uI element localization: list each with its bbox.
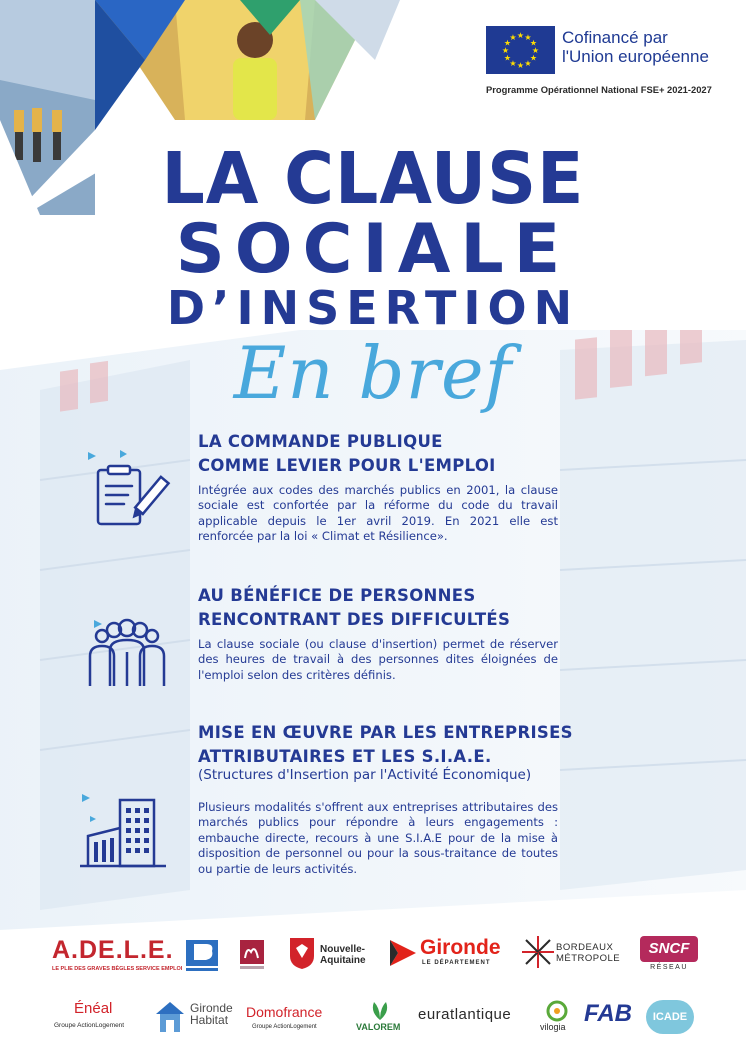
programme-label: Programme Opérationnel National FSE+ 2021-2027 <box>486 84 712 95</box>
sncf-subtitle: RÉSEAU <box>650 964 688 971</box>
svg-text:★: ★ <box>509 59 517 68</box>
section-1-title-line-2: COMME LEVIER POUR L'EMPLOI <box>198 456 496 475</box>
svg-text:★: ★ <box>509 33 517 42</box>
section-2-title-line-1: AU BÉNÉFICE DE PERSONNES <box>198 586 476 605</box>
svg-text:★: ★ <box>529 38 538 48</box>
begles-logo-icon <box>184 938 222 974</box>
people-group-icon <box>80 612 175 697</box>
eneal-logo <box>54 1000 124 1029</box>
svg-text:★: ★ <box>529 53 538 63</box>
merignac-logo-icon <box>238 938 266 972</box>
section-2-title-line-2: RENCONTRANT DES DIFFICULTÉS <box>198 610 511 629</box>
adele-name: A.DE.L.E. <box>52 936 174 964</box>
fab-logo: FAB <box>584 1000 632 1027</box>
section-2-body: La clause sociale (ou clause d'insertion) permet de réserver des heures de travail à des personnes dites éloignées de l'emploi selon des critères définis. <box>198 637 558 682</box>
svg-text:★: ★ <box>503 38 512 48</box>
eu-flag-icon <box>486 26 555 74</box>
svg-text:★: ★ <box>503 53 512 63</box>
valorem-name: VALOREM <box>356 1022 401 1032</box>
domofrance-name: Domofrance <box>246 1004 323 1020</box>
house-icon <box>154 1000 186 1034</box>
adele-subtitle: LE PLIE DES GRAVES BÈGLES SERVICE EMPLOI <box>52 966 183 972</box>
eu-cofunding-text <box>562 28 709 66</box>
domofrance-logo <box>246 1004 322 1030</box>
icade-logo <box>646 1000 694 1034</box>
svg-text:★: ★ <box>516 31 525 40</box>
section-3-title-line-1: MISE EN ŒUVRE PAR LES ENTREPRISES <box>198 723 573 742</box>
eneal-name: Énéal <box>74 1000 113 1017</box>
region-name-1: Nouvelle- <box>320 944 366 955</box>
section-3-title-line-2: ATTRIBUTAIRES ET LES S.I.A.E. <box>198 747 492 766</box>
bordeaux-name-2: MÉTROPOLE <box>556 953 621 964</box>
sncf-reseau-logo <box>640 936 698 976</box>
sncf-name: SNCF <box>640 936 698 962</box>
gironde-subtitle: LE DÉPARTEMENT <box>422 960 491 966</box>
svg-text:★: ★ <box>524 33 532 42</box>
subtitle-en-bref: En bref <box>233 331 513 415</box>
euratlantique-logo: euratlantique <box>418 1006 512 1023</box>
firework-icon <box>520 934 556 970</box>
eu-line-1: Cofinancé par <box>562 28 668 47</box>
gironde-habitat-name-1: Gironde <box>190 1001 233 1015</box>
section-1-body: Intégrée aux codes des marchés publics en 2001, la clause sociale est confortée par la réforme du code du travail applicable depuis le 1er avril 2019. En 2021 elle est renforcée par la loi « Climat et Résilience». <box>198 483 558 544</box>
document-pen-icon <box>80 440 175 540</box>
section-1-title-line-1: LA COMMANDE PUBLIQUE <box>198 432 443 451</box>
title-line-2: SOCIALE <box>175 210 571 289</box>
gironde-name: Gironde <box>420 936 501 959</box>
title-line-3: D’INSERTION <box>166 281 580 335</box>
region-shield-icon <box>288 936 316 970</box>
svg-text:★: ★ <box>531 46 540 55</box>
bordeaux-name-1: BORDEAUX <box>556 942 614 953</box>
svg-text:★: ★ <box>516 61 525 70</box>
gironde-habitat-name-2: Habitat <box>190 1013 229 1027</box>
gironde-arrow-icon <box>388 938 418 968</box>
svg-text:★: ★ <box>501 46 510 55</box>
title-line-1: LA CLAUSE <box>161 138 585 221</box>
icade-name: ICADE <box>646 1000 694 1034</box>
adele-logo <box>52 936 182 972</box>
svg-text:★: ★ <box>524 59 532 68</box>
section-3-body: Plusieurs modalités s'offrent aux entreprises attributaires des marchés publics pour répondre à leurs engagements : embauche directe, recours à une S.I.A.E pour de la mise à disposition de personnel ou pour la sous-traitance de toutes ou partie de leurs activités. <box>198 800 558 876</box>
vilogia-mark-icon <box>544 1000 570 1022</box>
leaf-icon <box>368 1000 392 1022</box>
domofrance-subtitle: Groupe ActionLogement <box>252 1024 317 1030</box>
eu-line-2: l'Union européenne <box>562 47 709 66</box>
vilogia-name: vilogia <box>540 1022 566 1032</box>
section-3-subtitle: (Structures d'Insertion par l'Activité Économique) <box>198 767 532 783</box>
eneal-subtitle: Groupe ActionLogement <box>54 1022 125 1029</box>
region-name-2: Aquitaine <box>320 955 366 966</box>
buildings-icon <box>76 780 176 880</box>
